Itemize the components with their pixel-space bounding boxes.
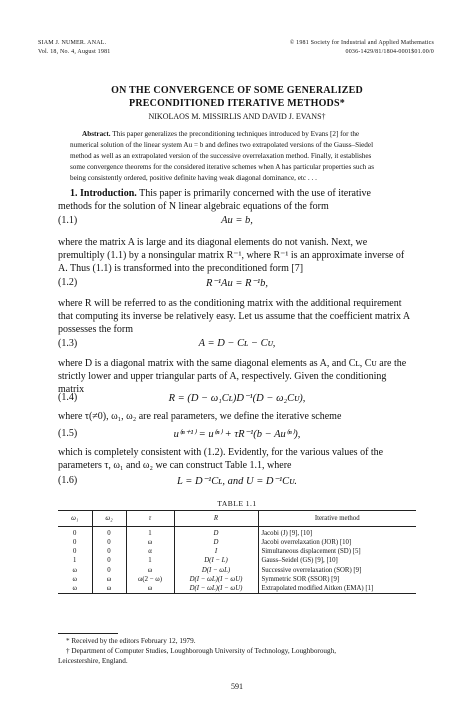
cell-tau: ω [126, 538, 174, 547]
section-heading: 1. Introduction. [70, 188, 137, 199]
paragraph-6 [58, 446, 416, 472]
abstract-label: Abstract. [82, 130, 111, 138]
cell-tau: α [126, 547, 174, 556]
table-row [58, 556, 416, 565]
p2-line-1: where the matrix A is large and its diagonal elements do not vanish. Next, we [58, 237, 368, 248]
journal-name: SIAM J. NUMER. ANAL. [38, 40, 107, 46]
cell-omega1: 0 [58, 538, 92, 547]
col-header-tau: τ [126, 511, 174, 527]
cell-method: Simultaneous displacement (SD) [5] [261, 548, 361, 556]
cell-omega2: 0 [92, 556, 126, 565]
intro-line-2: methods for the solution of N linear algebraic equations of the form [58, 201, 329, 212]
footnote-rule [58, 633, 118, 634]
journal-citation [38, 39, 110, 57]
p4-line-1: where D is a diagonal matrix with the same diagonal elements as A, and Cʟ, Cᴜ are the [58, 358, 407, 369]
journal-volume: Vol. 18, No. 4, August 1981 [38, 49, 111, 55]
equation-number: (1.4) [58, 392, 78, 403]
cell-r: D [174, 538, 258, 547]
p4-line-2: strictly lower and upper triangular parts of A, respectively. Given the conditioning [58, 371, 387, 382]
title-line-2: PRECONDITIONED ITERATIVE METHODS* [129, 98, 345, 109]
cell-r: D(I − ωL)(I − ωU) [174, 584, 258, 593]
table-body [58, 526, 416, 593]
cell-omega2: ω [92, 584, 126, 593]
intro-text-1: This paper is primarily concerned with the use of iterative [139, 188, 371, 199]
cell-method: Extrapolated modified Aitken (EMA) [1] [261, 585, 374, 593]
abstract-line-1 [70, 129, 406, 140]
abstract-line-4: some convergence theorems for the considered iterative schemes when A has particular properties such as [70, 163, 375, 171]
equation-number: (1.2) [58, 277, 78, 288]
equation-1-3: A = D − Cʟ − Cᴜ, [198, 338, 276, 349]
table-row [58, 566, 416, 575]
table-bottom-rule [58, 593, 416, 594]
cell-tau: ω [126, 584, 174, 593]
equation-1-5: u⁽ⁿ⁺¹⁾ = u⁽ⁿ⁾ + τR⁻¹(b − Au⁽ⁿ⁾), [173, 429, 301, 440]
col-header-r: R [174, 511, 258, 527]
footnote-affiliation-1: † Department of Computer Studies, Loughborough University of Technology, Loughborough, [66, 647, 336, 655]
cell-omega2: 0 [92, 526, 126, 538]
cell-method: Successive overrelaxation (SOR) [9] [261, 566, 362, 574]
paper-title [0, 84, 474, 110]
cell-r: D [174, 526, 258, 538]
intro-line-1 [58, 187, 416, 200]
equation-number: (1.3) [58, 338, 78, 349]
table-row [58, 575, 416, 584]
table-1-1 [58, 510, 416, 594]
article-code: 0036-1429/81/1804-0001$01.00/0 [345, 49, 434, 55]
cell-omega1: ω [58, 575, 92, 584]
col-header-omega1: ω₁ [58, 511, 92, 527]
paragraph-5: where τ(≠0), ω₁, ω₂ are real parameters, we define the iterative scheme [58, 411, 342, 422]
p4-line-3: matrix [58, 384, 85, 395]
cell-omega1: ω [58, 584, 92, 593]
cell-tau: ω [126, 566, 174, 575]
cell-omega1: 0 [58, 547, 92, 556]
title-line-1: ON THE CONVERGENCE OF SOME GENERALIZED [111, 85, 363, 96]
cell-omega2: ω [92, 575, 126, 584]
table-row [58, 538, 416, 547]
equation-number: (1.5) [58, 428, 78, 439]
authors: NIKOLAOS M. MISSIRLIS AND DAVID J. EVANS† [148, 112, 326, 121]
table-caption: TABLE 1.1 [217, 499, 257, 508]
cell-method: Gauss–Seidel (GS) [9], [10] [261, 557, 338, 565]
cell-r: I [174, 547, 258, 556]
abstract [70, 129, 406, 184]
p6-line-2: parameters τ, ω₁ and ω₂ we can construct Table 1.1, where [58, 460, 292, 471]
footnote-received: * Received by the editors February 12, 1979. [66, 637, 196, 645]
col-header-omega2: ω₂ [92, 511, 126, 527]
copyright-notice: © 1981 Society for Industrial and Applied Mathematics [289, 40, 434, 46]
abstract-line-5: being consistently ordered, positive definite having weak diagonal dominance, etc . . . [70, 174, 317, 182]
cell-omega1: 0 [58, 526, 92, 538]
data-table [58, 511, 416, 593]
cell-omega2: 0 [92, 566, 126, 575]
table-header-row [58, 511, 416, 527]
p2-line-3: A. Thus (1.1) is transformed into the preconditioned form [7] [58, 263, 304, 274]
equation-1-1: Au = b, [221, 215, 253, 226]
footnote-affiliation-2: Leicestershire, England. [58, 657, 128, 665]
cell-tau: 1 [126, 526, 174, 538]
cell-method: Jacobi (J) [9], [10] [261, 529, 313, 537]
cell-omega2: 0 [92, 547, 126, 556]
footnotes [58, 636, 416, 666]
p2-line-2: premultiply (1.1) by a nonsingular matrix R⁻¹, where R⁻¹ is an approximate inverse of [58, 250, 405, 261]
paragraph-2 [58, 236, 416, 275]
cell-omega1: 1 [58, 556, 92, 565]
cell-method: Jacobi overrelaxation (JOR) [10] [261, 539, 352, 546]
col-header-method: Iterative method [314, 514, 360, 522]
cell-r: D(I − ωL)(I − ωU) [174, 575, 258, 584]
cell-tau: ω(2 − ω) [126, 575, 174, 584]
copyright-block [290, 39, 434, 57]
p3-line-3: possesses the form [58, 324, 133, 335]
paragraph-4 [58, 357, 416, 396]
abstract-line-2: numerical solution of the linear system Au = b and defines two extrapolated versions of the Gauss–Siedel [70, 141, 374, 149]
table-row [58, 584, 416, 593]
equation-1-2: R⁻¹Au = R⁻¹b, [205, 278, 269, 289]
cell-method: Symmetric SOR (SSOR) [9] [261, 575, 340, 583]
table-row [58, 526, 416, 538]
cell-r: D(I − ωL) [174, 566, 258, 575]
p3-line-1: where R will be referred to as the conditioning matrix with the additional requirement [58, 298, 402, 309]
page-number: 591 [231, 682, 243, 691]
cell-r: D(I − L) [174, 556, 258, 565]
cell-tau: 1 [126, 556, 174, 565]
table-row [58, 547, 416, 556]
p6-line-1: which is completely consistent with (1.2). Evidently, for the various values of the [58, 447, 384, 458]
equation-1-6: L = D⁻¹Cʟ, and U = D⁻¹Cᴜ. [177, 476, 297, 487]
equation-1-4: R = (D − ω₁Cʟ)D⁻¹(D − ω₂Cᴜ), [168, 393, 306, 404]
p3-line-2: that computing its inverse be relatively easy. Let us assume that the coefficient matrix A [58, 311, 411, 322]
equation-number: (1.1) [58, 215, 78, 226]
abstract-text-1: This paper generalizes the preconditioning techniques introduced by Evans [2] for the [112, 130, 360, 138]
abstract-line-3: method as well as an extrapolated version of the successive overrelaxation method. Finally, it establishes [70, 152, 372, 160]
cell-omega2: 0 [92, 538, 126, 547]
intro-paragraph-1 [58, 187, 416, 213]
paragraph-3 [58, 297, 416, 336]
equation-number: (1.6) [58, 475, 78, 486]
cell-omega1: ω [58, 566, 92, 575]
